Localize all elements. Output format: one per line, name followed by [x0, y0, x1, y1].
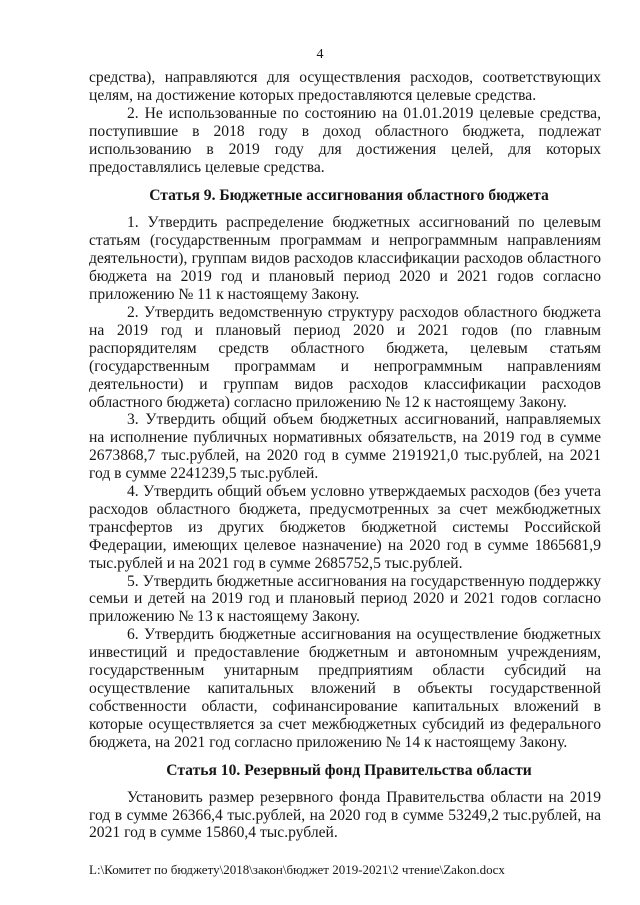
- article-9-item-5: 5. Утвердить бюджетные ассигнования на государственную поддержку семьи и детей на 2019 год и плановый период 2020 и 2021 годов согласно приложению № 13 к настоящему Закону.: [89, 572, 601, 626]
- paragraph-continuation: средства), направляются для осуществления расходов, соответствующих целям, на достижение которых предоставляются целевые средства.: [89, 69, 601, 104]
- article-9-heading: Статья 9. Бюджетные ассигнования областного бюджета: [149, 187, 549, 205]
- footer-file-path: L:\Комитет по бюджету\2018\закон\бюджет 2019-2021\2 чтение\Zakon.docx: [89, 862, 505, 877]
- document-body: [89, 69, 601, 842]
- article-9-item-1: 1. Утвердить распределение бюджетных ассигнований по целевым статьям (государственным программам и непрограммным направлениям деятельности), группам видов расходов классификации расходов областного бюджета на 2019 год и плановый период 2020 и 2021 годов согласно приложению № 11 к настоящему Закону.: [89, 214, 601, 304]
- article-9-item-2: 2. Утвердить ведомственную структуру расходов областного бюджета на 2019 год и плановый период 2020 и 2021 годов (по главным распорядителям средств областного бюджета, целевым статьям (государственным программам и непрограммным направлениям деятельности) и группам видов расходов классификации расходов областного бюджета) согласно приложению № 12 к настоящему Закону.: [89, 303, 601, 411]
- article-10-paragraph: Установить размер резервного фонда Правительства области на 2019 год в сумме 26366,4 тыс.рублей, на 2020 год в сумме 53249,2 тыс.рублей, на 2021 год в сумме 15860,4 тыс.рублей.: [89, 788, 601, 842]
- paragraph-unused-funds: 2. Не использованные по состоянию на 01.01.2019 целевые средства, поступившие в 2018 году в доход областного бюджета, подлежат использованию в 2019 году для достижения целей, для которых предоставлялись целевые средства.: [89, 104, 601, 176]
- article-10-heading: Статья 10. Резервный фонд Правительства области: [166, 761, 532, 779]
- article-9-item-3: 3. Утвердить общий объем бюджетных ассигнований, направляемых на исполнение публичных нормативных обязательств, на 2019 год в сумме 2673868,7 тыс.рублей, на 2020 год в сумме 2191921,0 тыс.рублей, на 2021 год в сумме 2241239,5 тыс.рублей.: [89, 411, 601, 483]
- article-9-item-4: 4. Утвердить общий объем условно утверждаемых расходов (без учета расходов областного бюджета, предусмотренных за счет межбюджетных трансфертов из других бюджетов бюджетной системы Российской Федерации, имеющих целевое назначение) на 2020 год в сумме 1865681,9 тыс.рублей и на 2021 год в сумме 2685752,5 тыс.рублей.: [89, 483, 601, 572]
- article-9-item-6: 6. Утвердить бюджетные ассигнования на осуществление бюджетных инвестиций и предоставление бюджетным и автономным учреждениям, государственным унитарным предприятиям области субсидий на осуществление капитальных вложений в объекты государственной собственности области, софинансирование капитальных вложений в которые осуществляется за счет межбюджетных субсидий из федерального бюджета, на 2021 год согласно приложению № 14 к настоящему Закону.: [89, 626, 601, 751]
- page-number: 4: [316, 47, 324, 62]
